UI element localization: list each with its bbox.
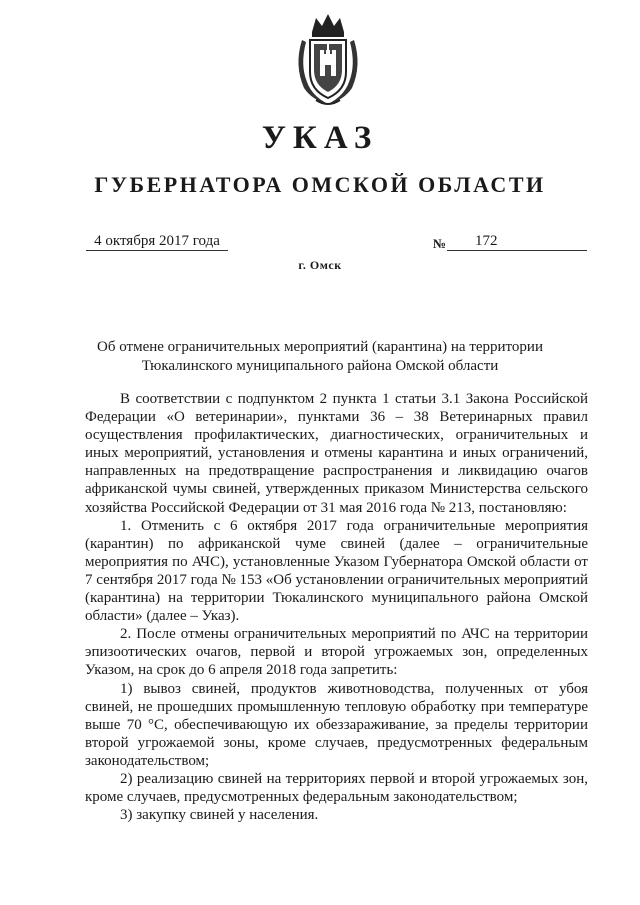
body-paragraph: 3) закупку свиней у населения. (120, 807, 319, 824)
number-label: № (433, 236, 447, 251)
decree-body (85, 390, 588, 824)
decree-subject (80, 338, 560, 376)
body-paragraph: 2. После отмены ограничительных мероприятий по АЧС на территории эпизоотических очагов, первой и второй угрожаемых зон, определенных Указом, на срок до 6 апреля 2018 года запретить: (85, 626, 588, 679)
decree-number: 172 (447, 233, 587, 251)
body-paragraph: 1) вывоз свиней, продуктов животноводства, полученных от убоя свиней, не прошедших промышленную тепловую обработку при температуре выше 70 °С, обеспечивающую их обеззараживание, за пределы территории второй угрожаемой зоны, кроме случаев, предусмотренных федеральным законодательством; (85, 680, 588, 769)
issuer-title: ГУБЕРНАТОРА ОМСКОЙ ОБЛАСТИ (94, 172, 546, 197)
body-paragraph: 2) реализацию свиней на территориях первой и второй угрожаемых зон, кроме случаев, предусмотренных федеральным законодательством; (85, 770, 588, 806)
body-paragraph: 1. Отменить с 6 октября 2017 года ограничительные мероприятия (карантин) по африканской чуме свиней (далее – ограничительные мероприятия по АЧС), установленные Указом Губернатора Омской области от 7 сентября 2017 года № 153 «Об установлении ограничительных мероприятий (карантина) на территории Тюкалинского муниципального района Омской области» (далее – Указ). (85, 517, 588, 625)
city-name: г. Омск (298, 258, 342, 272)
body-paragraph: В соответствии с подпунктом 2 пункта 1 статьи 3.1 Закона Российской Федерации «О ветеринарии», пунктами 36 – 38 Ветеринарных правил осуществления профилактических, диагностических, ограничительных и иных мероприятий, установления и отмены карантина и иных ограничений, направленных на предотвращение распространения и ликвидацию очагов африканской чумы свиней, утвержденных приказом Министерства сельского хозяйства Российской Федерации от 31 мая 2016 года № 213, постановляю: (85, 391, 588, 516)
subject-line-1: Об отмене ограничительных мероприятий (карантина) на территории (97, 339, 543, 355)
decree-date: 4 октября 2017 года (86, 233, 228, 251)
subject-line-2: Тюкалинского муниципального района Омской области (141, 358, 499, 374)
omsk-coat-of-arms-icon (292, 10, 364, 110)
decree-title: УКАЗ (261, 120, 379, 156)
